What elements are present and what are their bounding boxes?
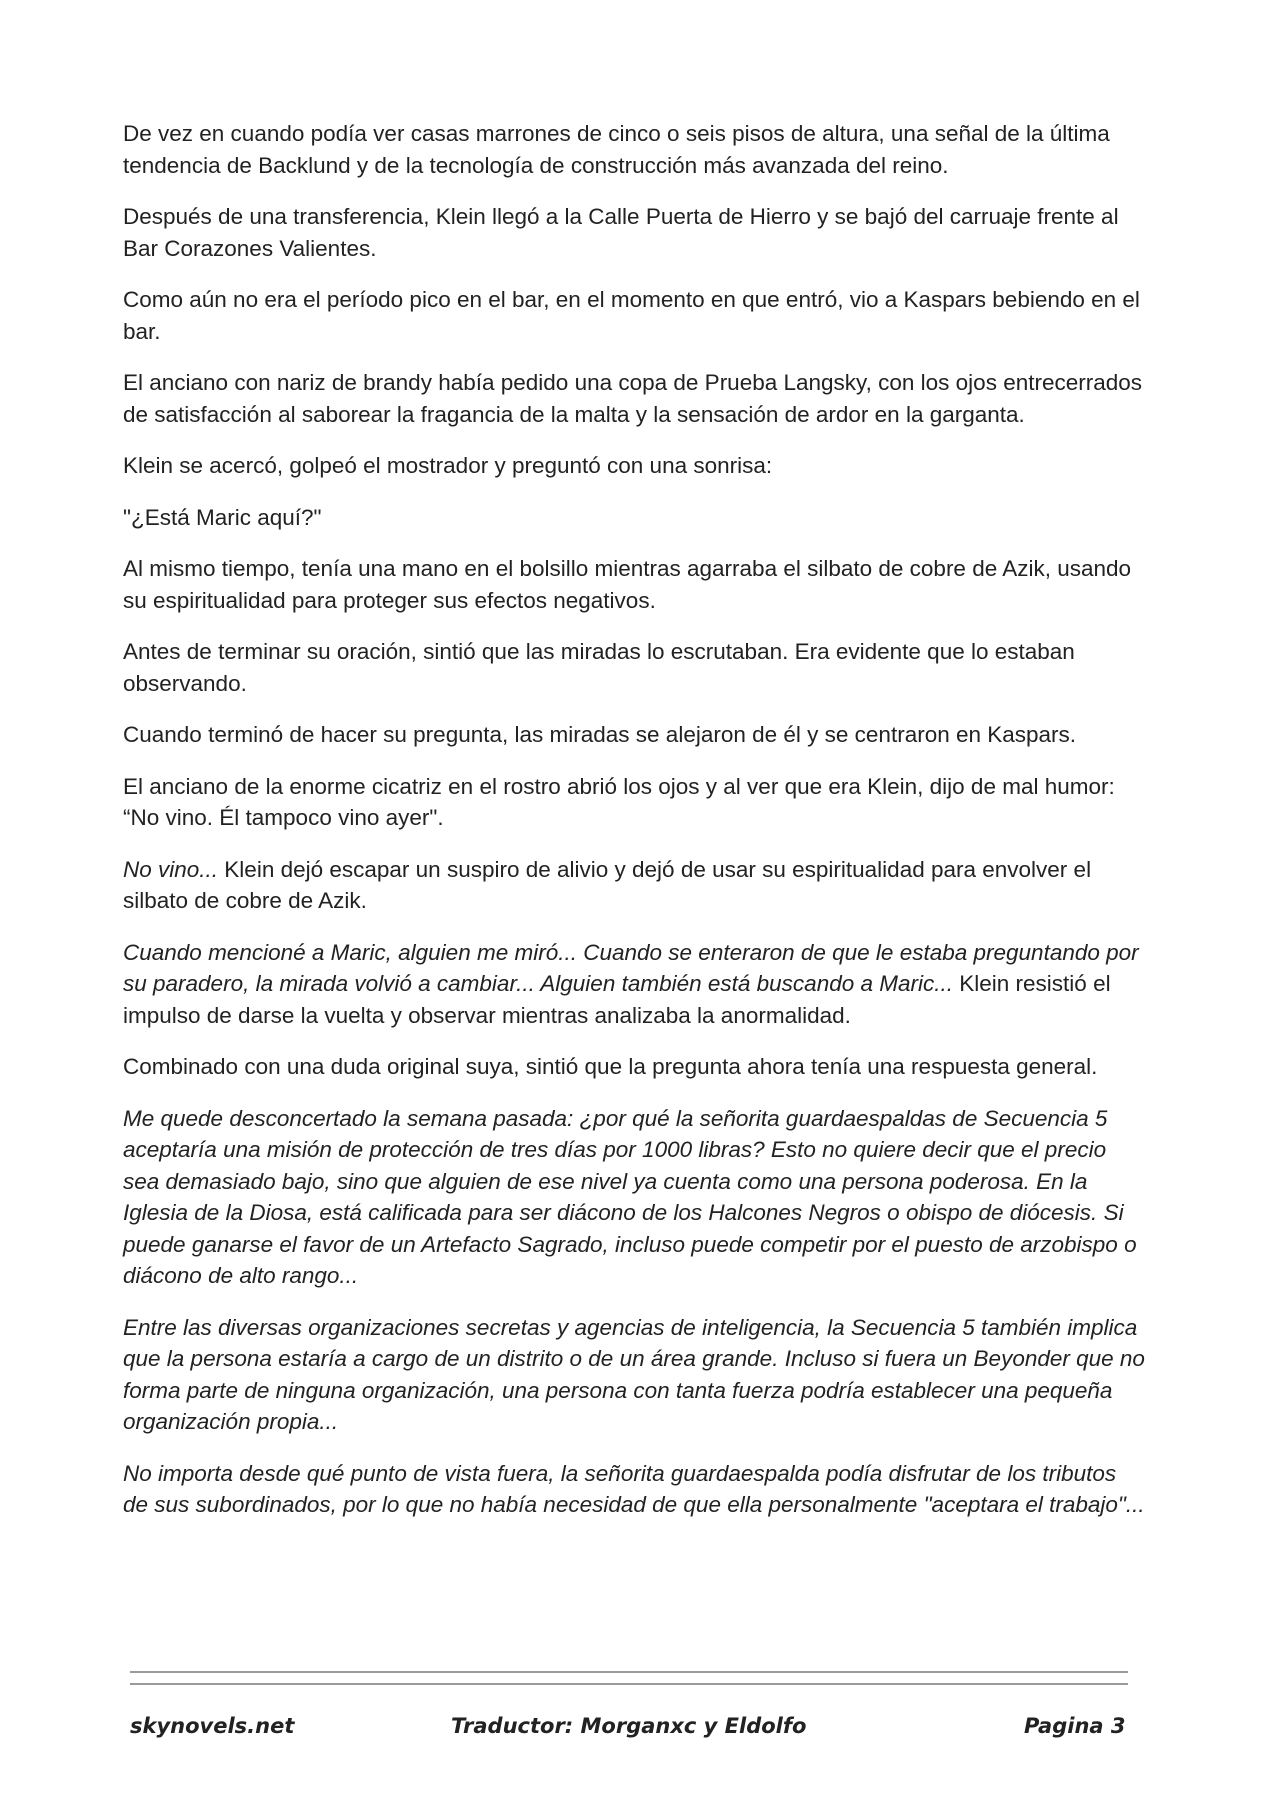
text-run: Cuando terminó de hacer su pregunta, las miradas se alejaron de él y se centraron en Kaspars.	[123, 722, 1077, 747]
paragraph	[123, 118, 1145, 181]
paragraph	[123, 854, 1145, 917]
paragraph	[123, 502, 1145, 534]
italic-text-run: Cuando mencioné a Maric, alguien me miró... Cuando se enteraron de que le estaba preguntando por su paradero, la mirada volvió a cambiar... Alguien también está buscando a Maric...	[123, 939, 1139, 996]
italic-text-run: No vino...	[123, 856, 219, 882]
text-run: Después de una transferencia, Klein llegó a la Calle Puerta de Hierro y se bajó del carruaje frente al Bar Corazones Valientes.	[123, 204, 1119, 261]
paragraph	[123, 1051, 1145, 1083]
document-body	[123, 118, 1145, 1541]
footer-translator: Traductor: Morganxc y Eldolfo	[451, 1714, 807, 1738]
italic-text-run: Me quede desconcertado la semana pasada: ¿por qué la señorita guardaespaldas de Secuencia 5 aceptaría una misión de protección de tres días por 1000 libras? Esto no quiere decir que el precio sea demasiado bajo, sino que alguien de ese nivel ya cuenta como una persona poderosa. En la Iglesia de la Diosa, está calificada para ser diácono de los Halcones Negros o obispo de diócesis. Si puede ganarse el favor de un Artefacto Sagrado, incluso puede competir por el puesto de arzobispo o diácono de alto rango...	[123, 1105, 1137, 1288]
footer-site: skynovels.net	[130, 1714, 295, 1738]
paragraph	[123, 937, 1145, 1032]
text-run: De vez en cuando podía ver casas marrones de cinco o seis pisos de altura, una señal de la última tendencia de Backlund y de la tecnología de construcción más avanzada del reino.	[123, 121, 1110, 178]
text-run: Klein dejó escapar un suspiro de alivio y dejó de usar su espiritualidad para envolver el silbato de cobre de Azik.	[123, 856, 1092, 913]
italic-text-run: No importa desde qué punto de vista fuera, la señorita guardaespalda podía disfrutar de los tributos de sus subordinados, por lo que no había necesidad de que ella personalmente "aceptara el trabajo"...	[123, 1460, 1145, 1517]
text-run: Antes de terminar su oración, sintió que las miradas lo escrutaban. Era evidente que lo estaban observando.	[123, 639, 1075, 696]
paragraph	[123, 367, 1145, 430]
text-run: "¿Está Maric aquí?"	[123, 504, 322, 530]
text-run: Klein resistió el impulso de darse la vuelta y observar mientras analizaba la anormalidad.	[123, 971, 1111, 1028]
text-run: Al mismo tiempo, tenía una mano en el bolsillo mientras agarraba el silbato de cobre de Azik, usando su espiritualidad para proteger sus efectos negativos.	[123, 556, 1132, 613]
italic-text-run: Entre las diversas organizaciones secretas y agencias de inteligencia, la Secuencia 5 también implica que la persona estaría a cargo de un distrito o de un área grande. Incluso si fuera un Beyonder que no forma parte de ninguna organización, una persona con tanta fuerza podría establecer una pequeña organización propia...	[123, 1314, 1145, 1434]
paragraph	[123, 771, 1145, 834]
text-run: Combinado con una duda original suya, sintió que la pregunta ahora tenía una respuesta general.	[123, 1054, 1098, 1079]
paragraph	[123, 553, 1145, 616]
text-run: El anciano de la enorme cicatriz en el rostro abrió los ojos y al ver que era Klein, dijo de mal humor: “No vino. Él tampoco vino ayer".	[123, 773, 1115, 830]
paragraph	[123, 450, 1145, 482]
paragraph	[123, 1103, 1145, 1292]
paragraph	[123, 1458, 1145, 1521]
footer-divider-bottom	[130, 1683, 1128, 1685]
paragraph	[123, 1312, 1145, 1438]
footer-divider-top	[130, 1671, 1128, 1673]
text-run: Como aún no era el período pico en el bar, en el momento en que entró, vio a Kaspars bebiendo en el bar.	[123, 287, 1140, 344]
paragraph	[123, 284, 1145, 347]
text-run: El anciano con nariz de brandy había pedido una copa de Prueba Langsky, con los ojos entrecerrados de satisfacción al saborear la fragancia de la malta y la sensación de ardor en la garganta.	[123, 370, 1143, 427]
paragraph	[123, 201, 1145, 264]
paragraph	[123, 636, 1145, 699]
footer-page-number: Pagina 3	[1024, 1714, 1126, 1738]
paragraph	[123, 719, 1145, 751]
text-run: Klein se acercó, golpeó el mostrador y preguntó con una sonrisa:	[123, 453, 773, 478]
